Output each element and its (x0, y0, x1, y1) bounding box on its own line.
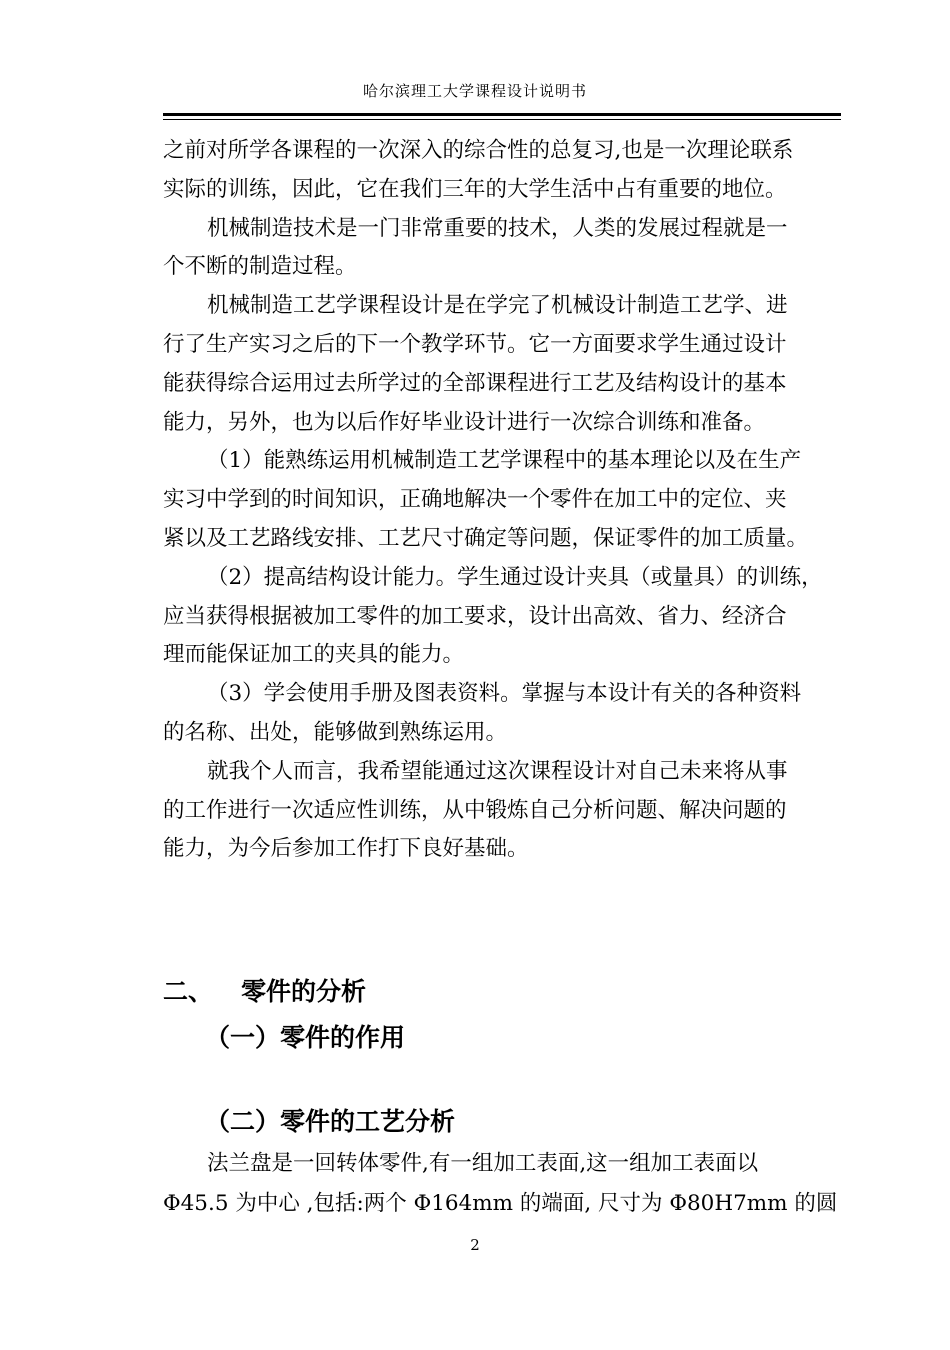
text-line: 紧以及工艺路线安排、工艺尺寸确定等问题，保证零件的加工质量。 (163, 526, 809, 551)
text-line: 的工作进行一次适应性训练，从中锻炼自己分析问题、解决问题的 (163, 797, 787, 823)
text-line: 个不断的制造过程。 (163, 254, 357, 280)
text-line: （1）能熟练运用机械制造工艺学课程中的基本理论以及在生产 (207, 448, 802, 474)
text-line: 之前对所学各课程的一次深入的综合性的总复习,也是一次理论联系 (163, 138, 794, 163)
text-line: 实习中学到的时间知识，正确地解决一个零件在加工中的定位、夹 (163, 487, 787, 513)
subsection-heading-1: （一）零件的作用 (205, 1023, 406, 1052)
text-line: （3）学会使用手册及图表资料。掌握与本设计有关的各种资料 (207, 681, 802, 707)
page-header: 哈尔滨理工大学课程设计说明书 (362, 82, 587, 100)
text-line: 法兰盘是一回转体零件,有一组加工表面,这一组加工表面以 (207, 1151, 759, 1176)
text-line: 能力，为今后参加工作打下良好基础。 (163, 836, 529, 862)
section-number: 二、 (163, 977, 214, 1006)
section-heading (163, 972, 366, 1008)
text-line: 实际的训练，因此，它在我们三年的大学生活中占有重要的地位。 (163, 176, 787, 202)
text-line: Φ45.5 为中心 ,包括:两个 Φ164mm 的端面, 尺寸为 Φ80H7mm 的圆 (163, 1191, 838, 1216)
text-line: 行了生产实习之后的下一个教学环节。它一方面要求学生通过设计 (163, 332, 787, 357)
text-line: 理而能保证加工的夹具的能力。 (163, 642, 465, 668)
text-line: 能获得综合运用过去所学过的全部课程进行工艺及结构设计的基本 (163, 370, 787, 396)
text-line: 机械制造工艺学课程设计是在学完了机械设计制造工艺学、进 (207, 293, 788, 319)
text-line: 能力，另外，也为以后作好毕业设计进行一次综合训练和准备。 (163, 409, 766, 435)
text-line: 的名称、出处，能够做到熟练运用。 (163, 720, 508, 745)
text-line: 就我个人而言，我希望能通过这次课程设计对自己未来将从事 (207, 758, 788, 784)
text-line: 应当获得根据被加工零件的加工要求，设计出高效、省力、经济合 (163, 603, 787, 629)
text-line: 机械制造技术是一门非常重要的技术，人类的发展过程就是一 (207, 215, 788, 241)
page-number: 2 (470, 1236, 480, 1254)
subsection-heading-2: （二）零件的工艺分析 (205, 1107, 456, 1136)
header-rule-thick (163, 113, 841, 116)
header-rule-thin (163, 119, 841, 120)
text-line: （2）提高结构设计能力。学生通过设计夹具（或量具）的训练， (207, 564, 823, 590)
section-title: 零件的分析 (241, 977, 367, 1006)
